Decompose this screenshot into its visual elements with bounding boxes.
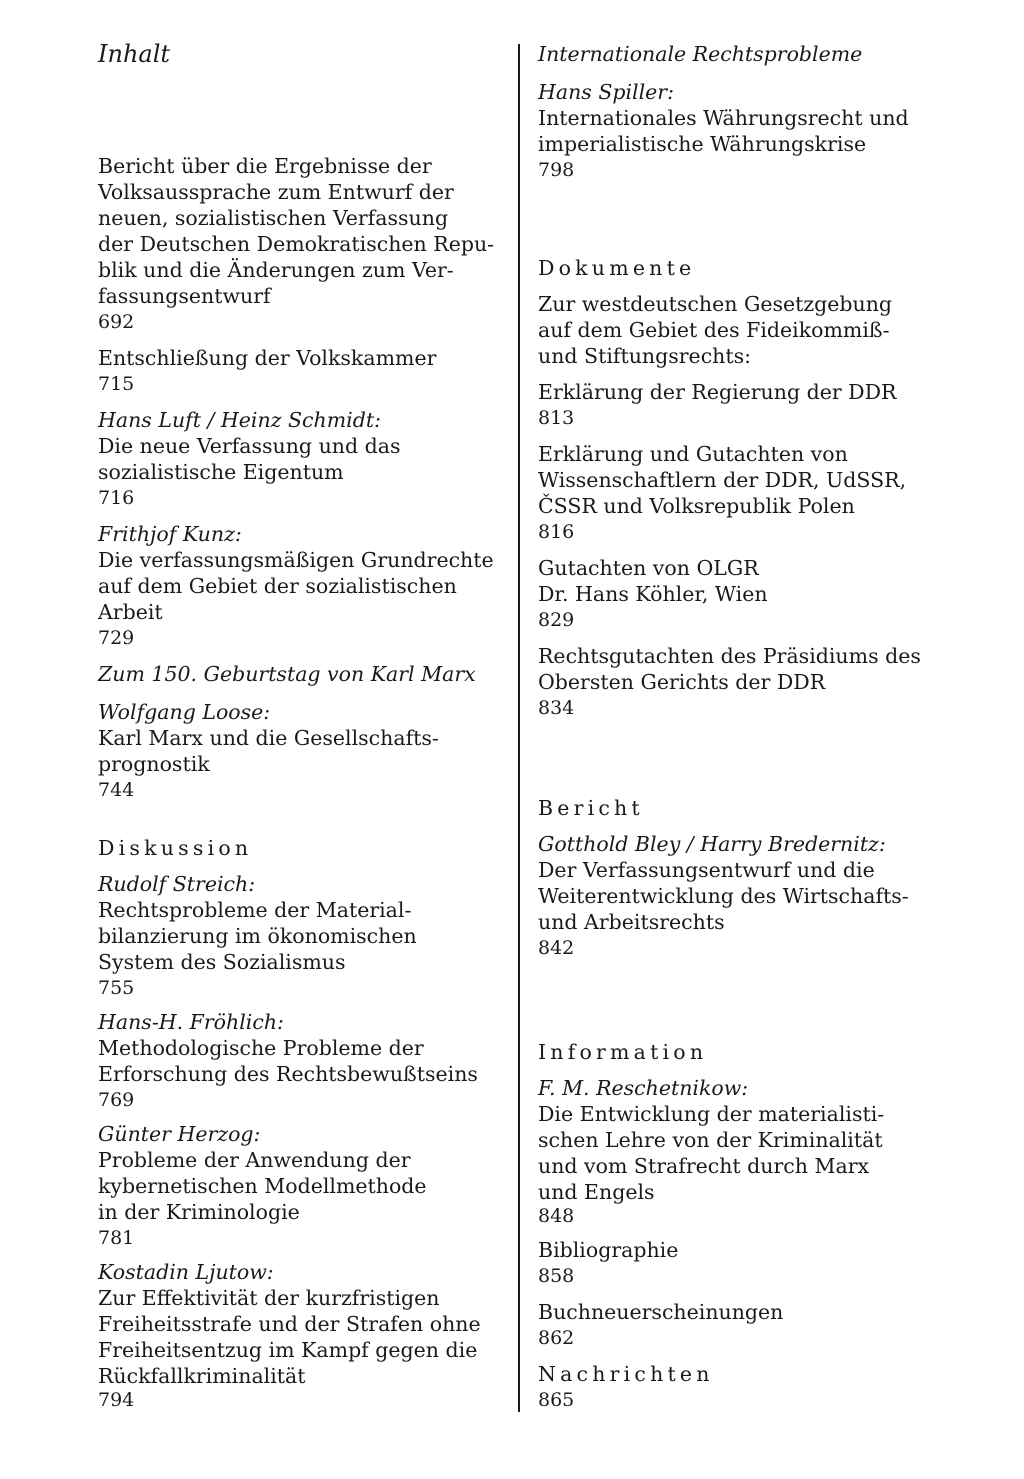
toc-page-number: 715 xyxy=(98,373,135,395)
toc-page-number: 716 xyxy=(98,487,135,509)
toc-entry-title: Zur westdeutschen Gesetzgebung xyxy=(538,292,893,316)
toc-entry-title: Rechtsprobleme der Material- xyxy=(98,898,412,922)
toc-entry-title: Rückfallkriminalität xyxy=(98,1364,306,1388)
toc-entry-title: in der Kriminologie xyxy=(98,1200,300,1224)
toc-author: Hans-H. Fröhlich: xyxy=(98,1010,284,1034)
toc-page-number: 794 xyxy=(98,1389,135,1411)
toc-page-number: 858 xyxy=(538,1265,575,1287)
toc-entry-title: Erklärung der Regierung der DDR xyxy=(538,380,897,404)
toc-entry-title: prognostik xyxy=(98,752,210,776)
toc-entry-title: blik und die Änderungen zum Ver- xyxy=(98,258,454,282)
toc-entry-title: Erklärung und Gutachten von xyxy=(538,442,848,466)
toc-page-number: 862 xyxy=(538,1327,575,1349)
toc-author: F. M. Reschetnikow: xyxy=(538,1076,749,1100)
toc-page-number: 816 xyxy=(538,521,575,543)
toc-entry-title: Obersten Gerichts der DDR xyxy=(538,670,826,694)
toc-entry-title: System des Sozialismus xyxy=(98,950,346,974)
toc-page-number: 798 xyxy=(538,159,575,181)
toc-entry-title: Arbeit xyxy=(98,600,163,624)
toc-page-number: 755 xyxy=(98,977,135,999)
toc-entry-title: Gutachten von OLGR xyxy=(538,556,759,580)
toc-entry-title: Erforschung des Rechtsbewußtseins xyxy=(98,1062,478,1086)
toc-entry-title: schen Lehre von der Kriminalität xyxy=(538,1128,883,1152)
section-heading-intl: Internationale Rechtsprobleme xyxy=(538,42,863,66)
toc-entry-title: und Engels xyxy=(538,1180,655,1204)
toc-author: Kostadin Ljutow: xyxy=(98,1260,274,1284)
toc-page-number: 769 xyxy=(98,1089,135,1111)
toc-page-number: 692 xyxy=(98,311,135,333)
toc-entry-title: auf dem Gebiet des Fideikommiß- xyxy=(538,318,890,342)
section-heading-diskussion: Diskussion xyxy=(98,836,253,860)
section-heading-marx: Zum 150. Geburtstag von Karl Marx xyxy=(98,662,476,686)
toc-author: Rudolf Streich: xyxy=(98,872,256,896)
toc-page-number: 781 xyxy=(98,1227,135,1249)
section-heading-bericht: Bericht xyxy=(538,796,644,820)
toc-entry-title: Die verfassungsmäßigen Grundrechte xyxy=(98,548,494,572)
toc-entry-title: Methodologische Probleme der xyxy=(98,1036,424,1060)
toc-entry-title: imperialistische Währungskrise xyxy=(538,132,867,156)
toc-entry-title: Freiheitsstrafe und der Strafen ohne xyxy=(98,1312,481,1336)
page-title: Inhalt xyxy=(98,40,171,68)
toc-entry-title: Probleme der Anwendung der xyxy=(98,1148,411,1172)
toc-entry-title: Bibliographie xyxy=(538,1238,679,1262)
toc-entry-title: bilanzierung im ökonomischen xyxy=(98,924,417,948)
toc-entry-title: Wissenschaftlern der DDR, UdSSR, xyxy=(538,468,907,492)
column-divider xyxy=(518,44,520,1412)
toc-entry-title: Volksaussprache zum Entwurf der xyxy=(98,180,454,204)
toc-entry-title: Die Entwicklung der materialisti- xyxy=(538,1102,885,1126)
toc-entry-title: und Stiftungsrechts: xyxy=(538,344,752,368)
toc-entry-title: Karl Marx und die Gesellschafts- xyxy=(98,726,439,750)
toc-entry-title: kybernetischen Modellmethode xyxy=(98,1174,427,1198)
toc-page-number: 829 xyxy=(538,609,575,631)
toc-entry-title: und vom Strafrecht durch Marx xyxy=(538,1154,870,1178)
toc-entry-title: Rechtsgutachten des Präsidiums des xyxy=(538,644,921,668)
toc-author: Frithjof Kunz: xyxy=(98,522,242,546)
toc-page-number: 834 xyxy=(538,697,575,719)
toc-entry-title: Bericht über die Ergebnisse der xyxy=(98,154,432,178)
toc-page-number: 729 xyxy=(98,627,135,649)
toc-entry-title: und Arbeitsrechts xyxy=(538,910,725,934)
section-heading-nachrichten: Nachrichten xyxy=(538,1362,714,1386)
toc-author: Günter Herzog: xyxy=(98,1122,261,1146)
toc-entry-title: Die neue Verfassung und das xyxy=(98,434,401,458)
toc-page-number: 813 xyxy=(538,407,575,429)
toc-entry-title: sozialistische Eigentum xyxy=(98,460,344,484)
toc-entry-title: Freiheitsentzug im Kampf gegen die xyxy=(98,1338,478,1362)
toc-author: Hans Luft / Heinz Schmidt: xyxy=(98,408,381,432)
toc-entry-title: Zur Effektivität der kurzfristigen xyxy=(98,1286,440,1310)
toc-page-number: 744 xyxy=(98,779,135,801)
toc-entry-title: Der Verfassungsentwurf und die xyxy=(538,858,875,882)
toc-entry-title: Entschließung der Volkskammer xyxy=(98,346,437,370)
toc-entry-title: Internationales Währungsrecht und xyxy=(538,106,909,130)
toc-author: Wolfgang Loose: xyxy=(98,700,271,724)
toc-author: Gotthold Bley / Harry Bredernitz: xyxy=(538,832,886,856)
toc-author: Hans Spiller: xyxy=(538,80,675,104)
toc-entry-title: fassungsentwurf xyxy=(98,284,271,308)
toc-entry-title: auf dem Gebiet der sozialistischen xyxy=(98,574,457,598)
toc-entry-title: ČSSR und Volksrepublik Polen xyxy=(538,494,855,518)
toc-entry-title: Buchneuerscheinungen xyxy=(538,1300,784,1324)
toc-entry-title: neuen, sozialistischen Verfassung xyxy=(98,206,449,230)
toc-page-number: 865 xyxy=(538,1389,575,1411)
section-heading-dokumente: Dokumente xyxy=(538,256,696,280)
toc-page-number: 848 xyxy=(538,1205,575,1227)
section-heading-information: Information xyxy=(538,1040,708,1064)
toc-page-number: 842 xyxy=(538,937,575,959)
toc-entry-title: der Deutschen Demokratischen Repu- xyxy=(98,232,495,256)
toc-entry-title: Dr. Hans Köhler, Wien xyxy=(538,582,768,606)
toc-entry-title: Weiterentwicklung des Wirtschafts- xyxy=(538,884,909,908)
